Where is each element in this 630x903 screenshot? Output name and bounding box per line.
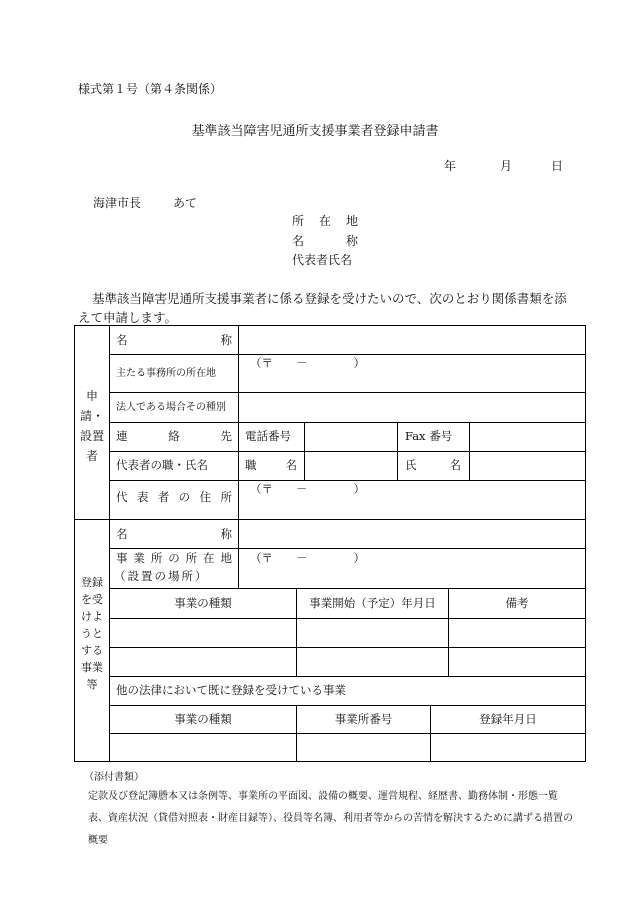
col2-registration-date: 登録年月日 — [479, 712, 537, 726]
date-month-label: 月 — [500, 159, 513, 173]
business-side-label: 登録を受けようとする事業等 — [81, 576, 103, 691]
date-day-label: 日 — [551, 159, 564, 173]
attachments-title: （添付書類） — [84, 772, 144, 783]
applicant-name-label: 名 称 — [116, 333, 232, 347]
col-start-date: 事業開始（予定）年月日 — [309, 596, 436, 610]
rep-postal-field[interactable]: （〒 － ） — [250, 482, 365, 496]
rep-title-name-label: 代表者の職・氏名 — [116, 458, 208, 472]
applicant-side-label: 申請・設置者 — [79, 389, 104, 463]
addressee-suffix: あて — [173, 196, 198, 210]
form-number: 様式第１号（第４条関係） — [78, 82, 223, 96]
contact-label: 連 絡 先 — [116, 429, 232, 443]
application-table — [74, 0, 586, 903]
date-year-label: 年 — [444, 159, 457, 173]
business-name-label: 名 称 — [116, 527, 232, 541]
col2-business-type: 事業の種類 — [174, 712, 232, 726]
applicant-address-label: 所 在 地 — [292, 214, 358, 228]
fax-label: Fax 番号 — [405, 429, 453, 443]
phone-label: 電話番号 — [245, 429, 291, 443]
intro-paragraph: 基準該当障害児通所支援事業者に係る登録を受けたいので、次のとおり関係書類を添えて申請します。 — [78, 291, 567, 325]
corporation-type-label: 法人である場合その種別 — [116, 402, 226, 413]
business-postal-field[interactable]: （〒 － ） — [250, 551, 365, 565]
business-location-sublabel: （設置の場所） — [114, 569, 209, 583]
applicant-name-label: 名 称 — [292, 234, 358, 248]
office-postal-field[interactable]: （〒 － ） — [250, 356, 365, 370]
attachments-body: 定款及び登記簿謄本又は条例等、事業所の平面図、設備の概要、運営規程、経歴書、勤務体制・形態一覧表、資産状況（貸借対照表・財産目録等）、役員等名簿、利用者等からの苦情を解決するために講ずる措置の概要 — [88, 791, 573, 846]
col2-office-number: 事業所番号 — [334, 712, 393, 726]
business-location-label: 事 業 所 の 所 在 地 — [116, 551, 232, 565]
other-law-label: 他の法律において既に登録を受けている事業 — [116, 683, 346, 697]
document-title: 基準該当障害児通所支援事業者登録申請書 — [191, 124, 439, 139]
rep-address-label: 代 表 者 の 住 所 — [116, 490, 232, 504]
office-address-label: 主たる事務所の所在地 — [116, 368, 216, 379]
col-business-type: 事業の種類 — [174, 596, 232, 610]
title-label: 職 名 — [245, 458, 297, 472]
rep-name-label: 氏 名 — [405, 458, 461, 472]
col-remarks: 備考 — [505, 596, 529, 610]
addressee-name: 海津市長 — [93, 196, 142, 210]
applicant-rep-label: 代表者氏名 — [292, 253, 353, 267]
